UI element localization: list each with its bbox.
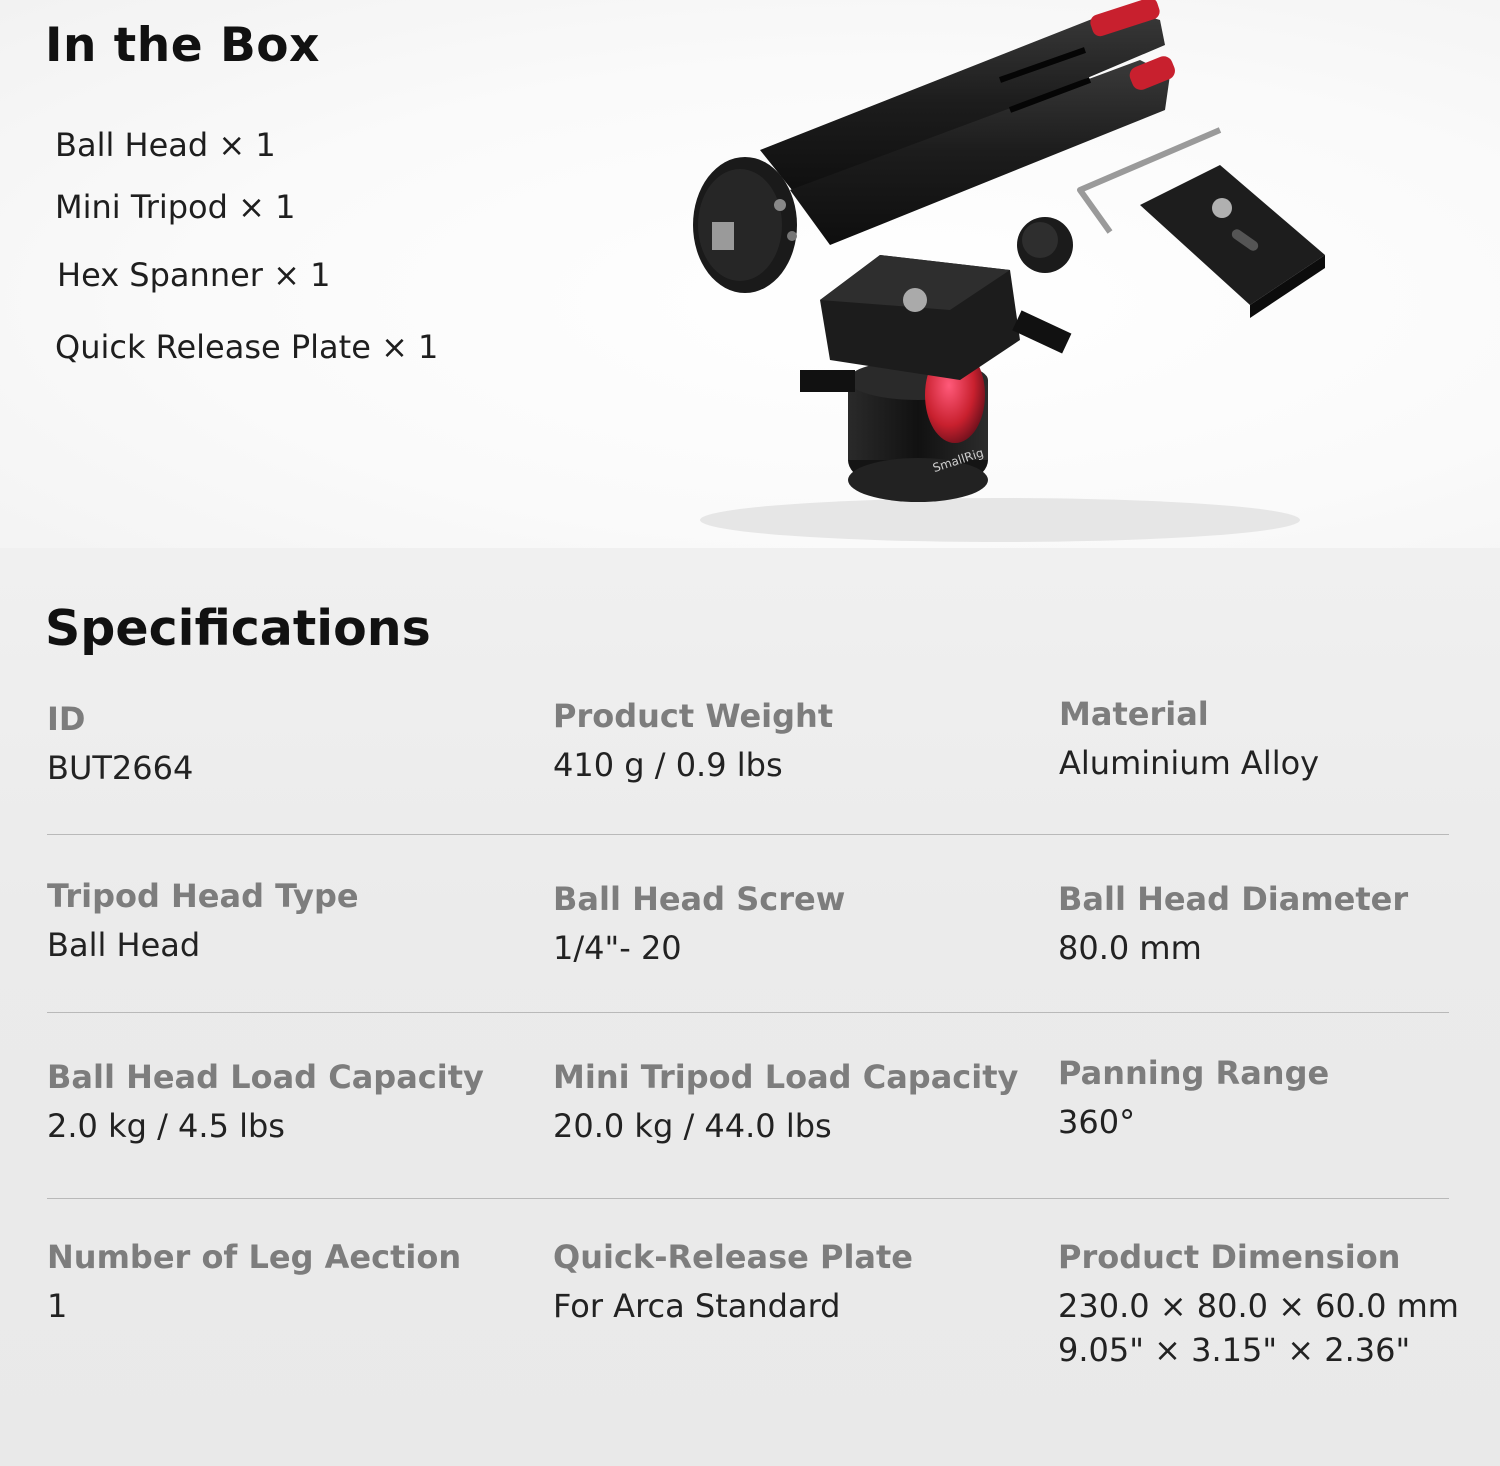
specifications-title: Specifications <box>45 600 431 657</box>
spec-value: 80.0 mm <box>1058 929 1202 967</box>
spec-material <box>1059 695 1319 785</box>
row-divider <box>47 834 1449 835</box>
spec-ball-head-diameter <box>1058 880 1408 970</box>
spec-value: Aluminium Alloy <box>1059 744 1320 782</box>
spec-id <box>47 700 193 790</box>
mini-tripod-illustration <box>693 0 1178 293</box>
box-item-hex-spanner: Hex Spanner × 1 <box>57 256 331 294</box>
spec-value: Ball Head <box>47 926 201 964</box>
spec-product-dimension <box>1058 1238 1459 1372</box>
spec-quick-release-plate <box>553 1238 913 1328</box>
ball-head-illustration <box>800 217 1073 502</box>
spec-label: Ball Head Diameter <box>1058 880 1409 918</box>
spec-value: 360° <box>1058 1103 1136 1141</box>
quick-release-plate-illustration <box>1140 165 1325 318</box>
spec-label: Ball Head Screw <box>553 880 846 918</box>
spec-label: Panning Range <box>1058 1054 1330 1092</box>
spec-value: 1 <box>47 1287 68 1325</box>
spec-label: Product Weight <box>553 697 834 735</box>
spec-label: Number of Leg Aection <box>47 1238 462 1276</box>
spec-ball-head-screw <box>553 880 845 970</box>
in-the-box-title: In the Box <box>45 18 320 73</box>
spec-tripod-head-type <box>47 877 359 967</box>
in-the-box-section <box>0 0 1500 548</box>
spec-ball-head-load-capacity <box>47 1058 484 1148</box>
spec-value: 20.0 kg / 44.0 lbs <box>553 1107 832 1145</box>
spec-value-imperial: 9.05" × 3.15" × 2.36" <box>1058 1331 1411 1369</box>
product-image <box>660 0 1360 548</box>
spec-value: 410 g / 0.9 lbs <box>553 746 783 784</box>
spec-value: BUT2664 <box>47 749 194 787</box>
spec-number-of-leg-section <box>47 1238 461 1328</box>
spec-panning-range <box>1058 1054 1329 1144</box>
spec-label: Material <box>1059 695 1209 733</box>
spec-value: 1/4"- 20 <box>553 929 682 967</box>
spec-label: Tripod Head Type <box>47 877 359 915</box>
spec-label: Quick-Release Plate <box>553 1238 913 1276</box>
spec-value: 230.0 × 80.0 × 60.0 mm <box>1058 1287 1459 1325</box>
box-item-quick-release-plate: Quick Release Plate × 1 <box>55 328 439 366</box>
spec-label: ID <box>47 700 86 738</box>
spec-mini-tripod-load-capacity <box>553 1058 1018 1148</box>
box-item-mini-tripod: Mini Tripod × 1 <box>55 188 296 226</box>
spec-product-weight <box>553 697 833 787</box>
spec-label: Ball Head Load Capacity <box>47 1058 484 1096</box>
spec-value: 2.0 kg / 4.5 lbs <box>47 1107 285 1145</box>
spec-value: For Arca Standard <box>553 1287 841 1325</box>
box-item-ball-head: Ball Head × 1 <box>55 126 276 164</box>
spec-label: Product Dimension <box>1058 1238 1401 1276</box>
svg-text:SmallRig: SmallRig <box>930 445 986 476</box>
row-divider <box>47 1198 1449 1199</box>
row-divider <box>47 1012 1449 1013</box>
spec-label: Mini Tripod Load Capacity <box>553 1058 1019 1096</box>
